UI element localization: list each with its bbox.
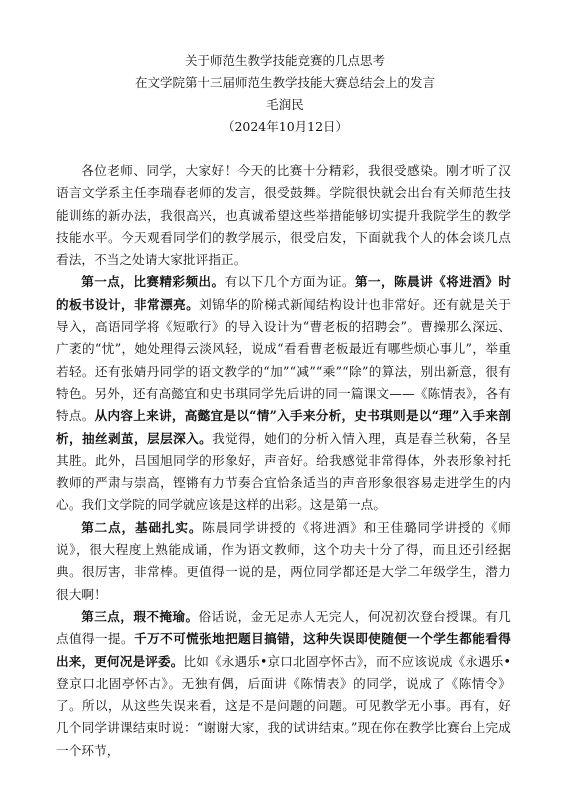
point-two-heading: 第二点，基础扎实。 (81, 519, 203, 535)
point-three-emphasis: 千万不可慌张地把题目搞错，这种失误即使随便一个学生都能看得出来，更何况是评委。 (56, 631, 511, 669)
document-header (0, 50, 570, 138)
point-three-text-b: 比如《永遇乐•京口北固亭怀古》，而不应该说成《永遇乐•登京口北固亭怀古》。无独有偶，后面讲《陈情表》的同学，说成了《陈情令》了。所以，从这些失误来看，这是不是问题的问题。可见教学无小事。再有，好几个同学讲课结束时说：“谢谢大家，我的试讲结束。”现在你在教学比赛台上完成一个环节， (56, 653, 511, 758)
point-one-text-c: 我觉得，她们的分析入情入理，真是春兰秋菊，各呈其胜。此外，吕国旭同学的形象好，声音好。给我感觉非常得体，外表形象衬托教师的严肃与崇高，铿锵有力节奏合宜恰条适当的声音形象很容易走进学生的内心。我们文学院的同学就应该是这样的出彩。这是第一点。 (56, 430, 511, 513)
paragraph-greeting-text: 各位老师、同学，大家好！今天的比赛十分精彩，我很受感染。刚才听了汉语言文学系主任李瑞春老师的发言，很受鼓舞。学院很快就会出台有关师范生技能训练的新办法，我很高兴，也真诚希望这些举措能够切实提升我院学生的教学技能水平。今天观看同学们的教学展示，很受启发，下面就我个人的体会谈几点看法，不当之处请大家批评指正。 (56, 163, 511, 268)
point-three-text-a: 俗话说，金无足赤人无完人，何况初次登台授课。有几点值得一提。 (56, 608, 511, 647)
document-subtitle: 在文学院第十三届师范生教学技能大赛总结会上的发言 (134, 75, 435, 90)
point-one-heading: 第一点，比赛精彩频出。 (81, 274, 225, 290)
point-one-emphasis-a: 第一，陈晨讲《将进酒》时的板书设计，非常漂亮。 (56, 274, 512, 312)
paragraph-point-three (56, 606, 511, 762)
paragraph-point-one (56, 271, 511, 516)
document-title: 关于师范生教学技能竞赛的几点思考 (184, 53, 385, 68)
paragraph-greeting (56, 160, 511, 271)
paragraph-point-two (56, 517, 511, 606)
point-one-text-b: 刘锦华的阶梯式新闻结构设计也非常好。还有就是关于导入，高语同学将《短歌行》的导入设计为“曹老板的招聘会”。曹操那么深远、广袤的“忧”，她处理得云淡风轻，说成“看看曹老板最近有哪些烦心事儿”，举重若轻。还有张婧丹同学的语文教学的“加”“减”“乘”“除”的算法，别出新意，很有特色。另外，还有高懿宜和史书琪同学先后讲的同一篇课文——《陈情表》，各有特点。 (56, 296, 511, 424)
point-one-emphasis-b: 从内容上来讲，高懿宜是以“情”入手来分析，史书琪则是以“理”入手来剖析，抽丝剥茧，层层深入。 (56, 408, 511, 446)
document-body (56, 160, 511, 762)
point-two-text: 陈晨同学讲授的《将进酒》和王佳璐同学讲授的《师说》，很大程度上熟能成诵，作为语文教师，这个功夫十分了得，而且还引经据典。很厉害，非常棒。更值得一说的是，两位同学都还是大学二年级学生，潜力很大啊！ (56, 519, 511, 602)
point-three-heading: 第三点，瑕不掩瑜。 (81, 608, 199, 624)
point-one-text-a: 有以下几个方面为证。 (224, 274, 355, 290)
document-author: 毛润民 (266, 97, 304, 112)
document-date: （2024年10月12日） (221, 119, 349, 134)
